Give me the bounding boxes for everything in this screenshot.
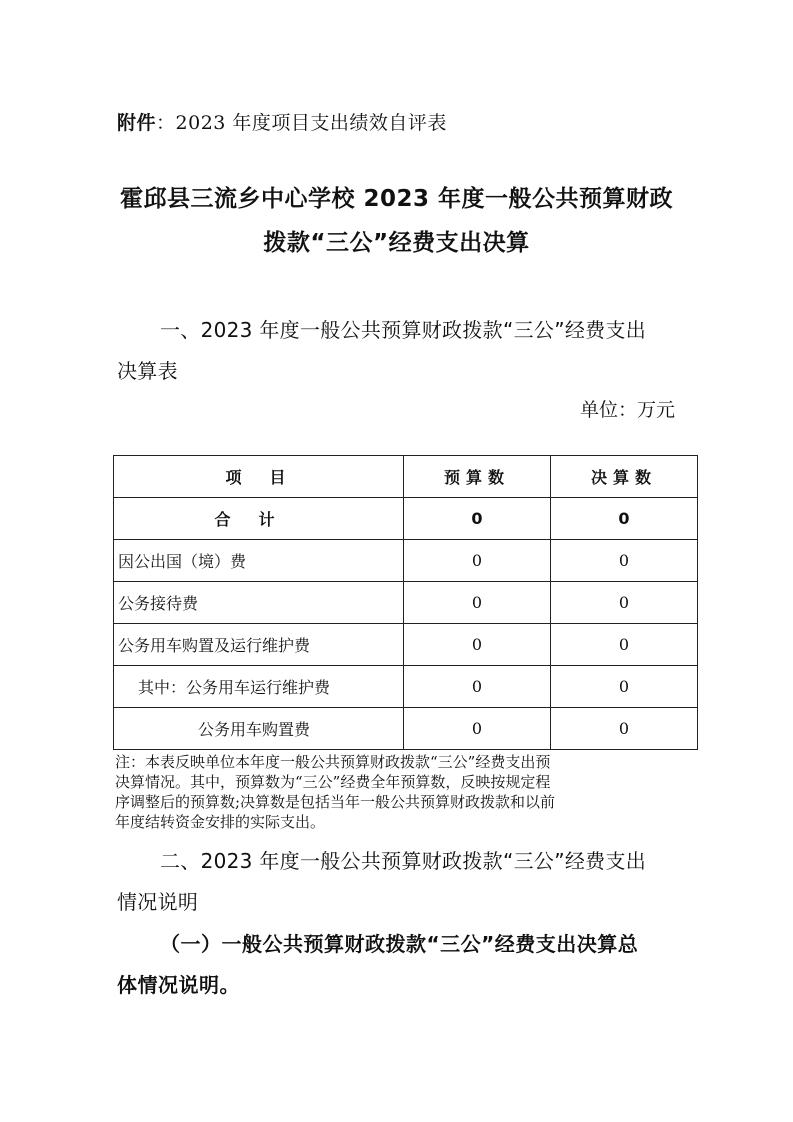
section-2-heading-line-1: 二、2023 年度一般公共预算财政拨款“三公”经费支出 (160, 849, 647, 873)
table-total-row (114, 498, 698, 540)
table-row (114, 540, 698, 582)
table-header-row (114, 456, 698, 498)
row-actual: 0 (551, 708, 698, 750)
row-budget: 0 (404, 624, 551, 666)
unit-label: 单位：万元 (579, 399, 675, 421)
row-actual: 0 (551, 624, 698, 666)
table-row (114, 666, 698, 708)
attachment-line (117, 108, 447, 135)
table-row (114, 582, 698, 624)
note-line-3: 序调整后的预算数;决算数是包括当年一般公共预算财政拨款和以前 (115, 793, 556, 811)
header-item: 项 目 (114, 456, 404, 498)
row-budget: 0 (404, 666, 551, 708)
attachment-prefix: 附件 (117, 112, 157, 134)
note-line-4: 年度结转资金安排的实际支出。 (115, 813, 326, 831)
table-row (114, 624, 698, 666)
note-line-2: 决算情况。其中，预算数为“三公”经费全年预算数，反映按规定程 (115, 773, 551, 791)
subsection-1-heading-line-1: （一）一般公共预算财政拨款“三公”经费支出决算总 (160, 932, 639, 956)
note-line-1: 注：本表反映单位本年度一般公共预算财政拨款“三公”经费支出预 (115, 753, 551, 771)
total-budget: 0 (404, 498, 551, 540)
subsection-1-heading-line-2: 体情况说明。 (117, 973, 240, 997)
header-actual: 决算数 (551, 456, 698, 498)
row-budget: 0 (404, 582, 551, 624)
row-label: 公务接待费 (114, 582, 404, 624)
section-2-heading-line-2: 情况说明 (117, 890, 199, 914)
section-1-heading-line-1: 一、2023 年度一般公共预算财政拨款“三公”经费支出 (160, 318, 647, 342)
row-actual: 0 (551, 666, 698, 708)
total-actual: 0 (551, 498, 698, 540)
row-actual: 0 (551, 582, 698, 624)
document-title-line-2: 拨款“三公”经费支出决算 (263, 230, 530, 256)
header-budget: 预算数 (404, 456, 551, 498)
row-budget: 0 (404, 540, 551, 582)
table-row (114, 708, 698, 750)
row-label: 公务用车购置及运行维护费 (114, 624, 404, 666)
section-1-heading-line-2: 决算表 (117, 359, 178, 383)
row-actual: 0 (551, 540, 698, 582)
table-note (115, 752, 685, 832)
expense-table (113, 455, 698, 750)
row-budget: 0 (404, 708, 551, 750)
row-label: 公务用车购置费 (114, 708, 404, 750)
attachment-text: ：2023 年度项目支出绩效自评表 (156, 112, 447, 134)
total-label: 合计 (114, 498, 404, 540)
document-title-line-1: 霍邱县三流乡中心学校 2023 年度一般公共预算财政 (119, 186, 674, 212)
row-label: 其中：公务用车运行维护费 (114, 666, 404, 708)
row-label: 因公出国（境）费 (114, 540, 404, 582)
